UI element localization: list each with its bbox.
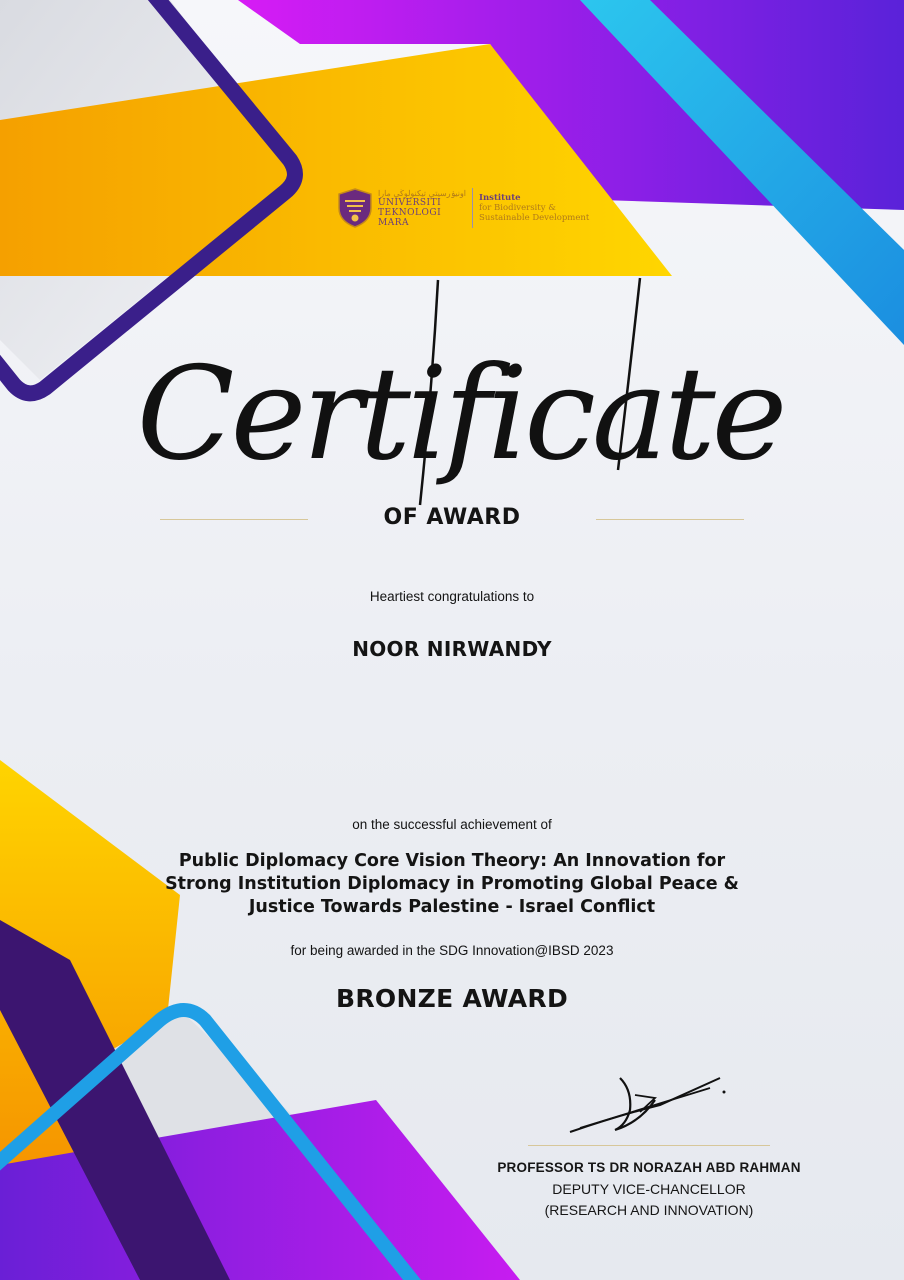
signature-line: [528, 1145, 770, 1146]
institute-name-line: Sustainable Development: [479, 213, 590, 223]
signature-image: [560, 1070, 740, 1140]
project-title: [0, 850, 904, 919]
recipient-name: NOOR NIRWANDY: [352, 637, 552, 661]
university-name-jawi: اونيۏرسيتي تيكنولوڬي مارا: [378, 188, 467, 198]
project-title-line: Justice Towards Palestine - Israel Conflict: [248, 897, 656, 917]
signatory-department: (RESEARCH AND INNOVATION): [544, 1202, 754, 1218]
institute-name-line: Institute: [479, 193, 521, 203]
university-name-line: TEKNOLOGI: [378, 207, 442, 218]
logo-divider: [472, 188, 473, 228]
certificate-subtitle: OF AWARD: [383, 505, 521, 530]
signatory-role: DEPUTY VICE-CHANCELLOR: [552, 1181, 746, 1197]
congratulations-text: Heartiest congratulations to: [369, 589, 535, 604]
university-logo: [338, 188, 589, 228]
institute-name: [479, 193, 589, 223]
project-title-line: Public Diplomacy Core Vision Theory: An Innovation for: [178, 851, 726, 871]
achievement-text: on the successful achievement of: [352, 817, 552, 832]
awarded-text: for being awarded in the SDG Innovation@IBSD 2023: [290, 943, 614, 958]
university-name-line: UNIVERSITI: [378, 197, 442, 208]
signatory-name: PROFESSOR TS DR NORAZAH ABD RAHMAN: [497, 1160, 801, 1175]
uitm-crest-icon: [338, 188, 372, 228]
university-name: [378, 189, 466, 228]
award-level: BRONZE AWARD: [335, 984, 569, 1013]
certificate-title: [136, 270, 784, 510]
institute-name-line: for Biodiversity &: [479, 203, 556, 213]
certificate-title-text: Certificate: [136, 340, 784, 489]
university-name-line: MARA: [378, 217, 409, 228]
project-title-line: Strong Institution Diplomacy in Promoting Global Peace &: [165, 874, 739, 894]
